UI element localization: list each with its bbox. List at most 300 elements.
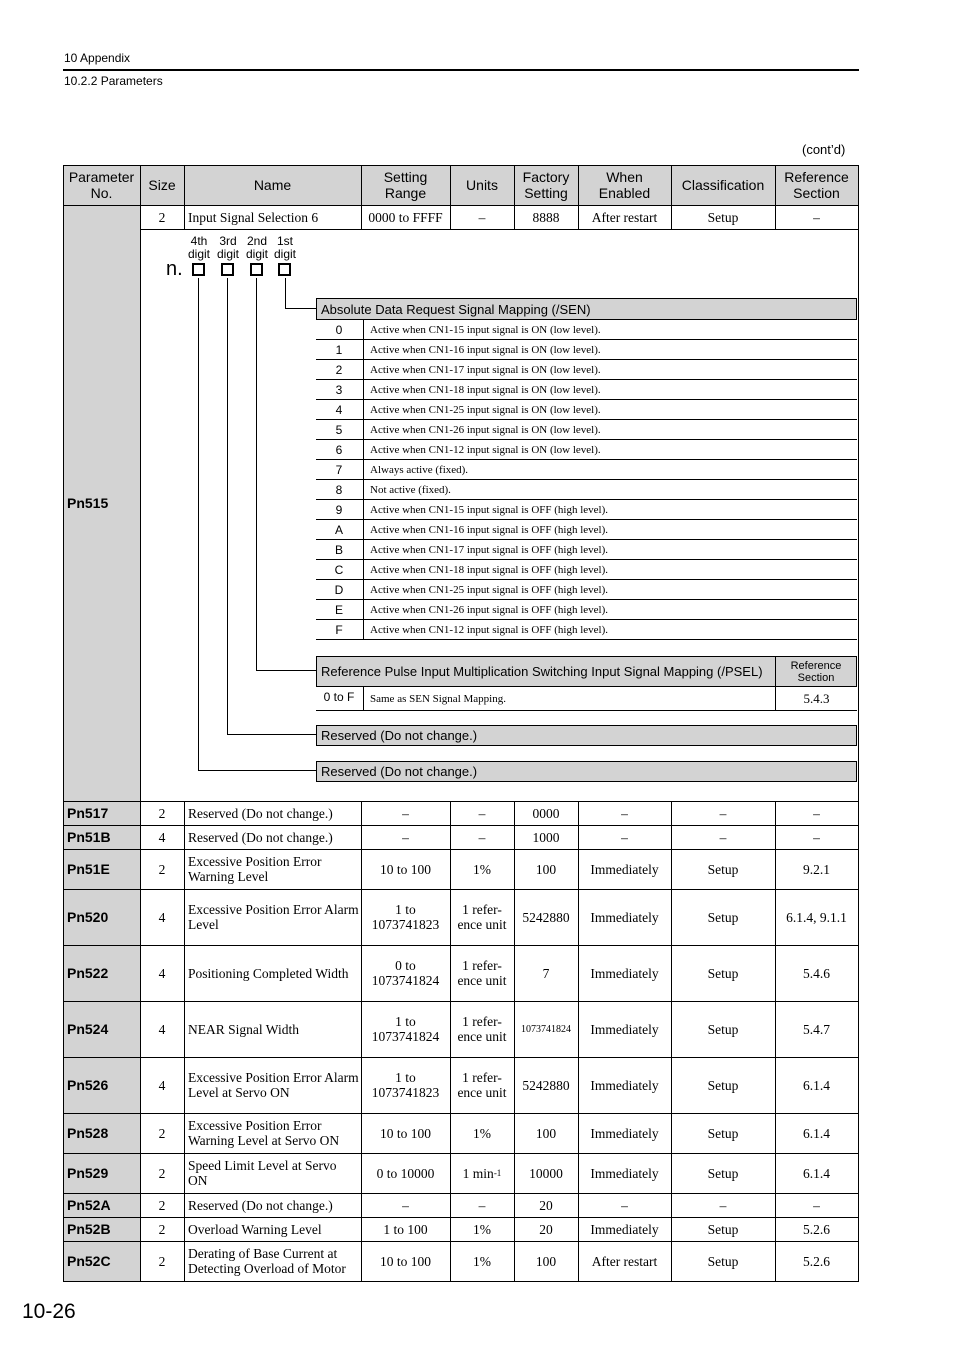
- row-classification: Setup: [707, 861, 739, 877]
- table-rule: [140, 801, 141, 825]
- table-rule: [361, 825, 362, 849]
- table-rule: [450, 1193, 451, 1217]
- table-rule: [775, 1193, 776, 1217]
- sen-option-value: 3: [335, 382, 343, 397]
- table-rule: [450, 825, 451, 849]
- row-units: 1 refer-ence unit: [457, 1014, 507, 1044]
- table-rule: [63, 849, 859, 850]
- table-rule: [514, 1241, 515, 1281]
- row-name: Reserved (Do not change.): [188, 829, 333, 845]
- table-left-border: [63, 165, 64, 1281]
- row-classification: Setup: [707, 1125, 739, 1141]
- psel-description: Same as SEN Signal Mapping.: [363, 687, 775, 711]
- table-rule: [184, 1001, 185, 1057]
- row-size: 2: [158, 1253, 166, 1269]
- table-rule: [578, 849, 579, 889]
- table-rule: [361, 1113, 362, 1153]
- header-when-enabled: When Enabled: [598, 169, 651, 201]
- table-rule: [184, 1217, 185, 1241]
- digit2-connector: [256, 670, 316, 671]
- row-setting-range: 10 to 100: [379, 1253, 431, 1269]
- table-rule: [671, 165, 672, 205]
- row-when-enabled: –: [621, 805, 628, 821]
- sen-option-value: 0: [335, 322, 343, 337]
- table-rule: [450, 889, 451, 945]
- digit-label-2: 2nd digit: [245, 234, 268, 261]
- row-reference-section: 5.2.6: [803, 1221, 830, 1237]
- row-size: 2: [158, 805, 166, 821]
- pn515-classification-value: Setup: [707, 209, 739, 225]
- row-size: 4: [158, 829, 166, 845]
- sen-option-description: Active when CN1-18 input signal is OFF (high level).: [363, 560, 608, 579]
- table-rule: [140, 1241, 141, 1281]
- row-setting-range: 0 to 10000: [376, 1165, 435, 1181]
- row-units: 1%: [473, 1253, 491, 1269]
- row-name: Excessive Position Error Warning Level at Servo ON: [188, 1118, 340, 1148]
- table-rule: [775, 1057, 776, 1113]
- table-rule: [140, 1193, 141, 1217]
- table-rule: [671, 1241, 672, 1281]
- row-when-enabled: Immediately: [590, 1125, 659, 1141]
- sen-option-value: D: [334, 582, 344, 597]
- table-rule: [514, 1001, 515, 1057]
- sen-option-row: [316, 420, 857, 440]
- row-when-enabled: Immediately: [590, 1077, 659, 1093]
- row-setting-range: –: [402, 1197, 409, 1213]
- table-rule: [671, 801, 672, 825]
- row-factory-setting: 5242880: [522, 909, 570, 925]
- row-factory-setting: 7: [542, 965, 550, 981]
- parameter-number: Pn52B: [67, 1221, 111, 1237]
- sen-option-value: 1: [335, 342, 343, 357]
- table-rule: [450, 1241, 451, 1281]
- row-reference-section: 5.4.7: [803, 1021, 830, 1037]
- sen-option-row: [316, 340, 857, 360]
- pn515-factory-setting-value: 8888: [532, 209, 560, 225]
- row-reference-section: 6.1.4: [803, 1165, 830, 1181]
- row-reference-section: –: [813, 805, 820, 821]
- table-bottom-border: [63, 1281, 859, 1282]
- table-rule: [578, 1113, 579, 1153]
- row-reference-section: –: [813, 1197, 820, 1213]
- table-rule: [671, 889, 672, 945]
- row-reference-section: 5.2.6: [803, 1253, 830, 1269]
- sen-option-description: Active when CN1-16 input signal is ON (low level).: [363, 340, 601, 359]
- row-name: Positioning Completed Width: [188, 965, 349, 981]
- row-size: 4: [158, 965, 166, 981]
- psel-value: 0 to F: [323, 690, 355, 704]
- digit-box-2: [250, 263, 263, 276]
- table-rule: [514, 205, 515, 229]
- table-rule: [361, 1057, 362, 1113]
- table-rule: [514, 945, 515, 1001]
- table-rule: [140, 1217, 141, 1241]
- table-rule: [578, 801, 579, 825]
- parameter-number: Pn529: [67, 1165, 109, 1181]
- row-units: 1%: [473, 1125, 491, 1141]
- sen-option-description: Active when CN1-26 input signal is OFF (high level).: [363, 600, 608, 619]
- table-rule: [514, 1217, 515, 1241]
- row-when-enabled: –: [621, 1197, 628, 1213]
- row-setting-range: 10 to 100: [379, 1125, 431, 1141]
- pn515-name-value: Input Signal Selection 6: [188, 209, 319, 225]
- sen-option-value: 2: [335, 362, 343, 377]
- continued-label: (cont’d): [802, 142, 846, 157]
- table-rule: [63, 1113, 859, 1114]
- row-reference-section: –: [813, 829, 820, 845]
- row-classification: –: [719, 805, 727, 821]
- table-rule: [578, 205, 579, 229]
- table-rule: [140, 229, 859, 230]
- table-rule: [361, 1217, 362, 1241]
- table-rule: [140, 1153, 141, 1193]
- table-rule: [184, 825, 185, 849]
- parameter-number: Pn52C: [67, 1253, 111, 1269]
- row-classification: Setup: [707, 1165, 739, 1181]
- digit-box-1: [278, 263, 291, 276]
- sen-option-description: Active when CN1-12 input signal is ON (low level).: [363, 440, 601, 459]
- sen-option-row: [316, 500, 857, 520]
- table-rule: [361, 945, 362, 1001]
- table-rule: [63, 825, 859, 826]
- table-rule: [450, 165, 451, 205]
- row-reference-section: 6.1.4: [803, 1125, 830, 1141]
- sen-option-description: Active when CN1-12 input signal is OFF (high level).: [363, 620, 608, 639]
- table-rule: [775, 945, 776, 1001]
- table-rule: [514, 1057, 515, 1113]
- sen-option-value: 5: [335, 422, 343, 437]
- row-size: 4: [158, 1077, 166, 1093]
- sen-option-value: 6: [335, 442, 343, 457]
- table-rule: [578, 1001, 579, 1057]
- row-units: –: [478, 805, 486, 821]
- parameter-number: Pn517: [67, 805, 109, 821]
- sen-option-description: Active when CN1-26 input signal is ON (low level).: [363, 420, 601, 439]
- table-rule: [775, 825, 776, 849]
- header-classification: Classification: [681, 177, 765, 193]
- row-units: 1%: [473, 1221, 491, 1237]
- sen-option-description: Always active (fixed).: [363, 460, 468, 479]
- table-rule: [63, 1001, 859, 1002]
- parameter-number: Pn528: [67, 1125, 109, 1141]
- row-size: 2: [158, 861, 166, 877]
- table-rule: [775, 165, 776, 205]
- table-rule: [140, 1001, 141, 1057]
- sen-option-row: [316, 520, 857, 540]
- row-classification: –: [719, 1197, 727, 1213]
- row-size: 4: [158, 1021, 166, 1037]
- sen-mapping-title: Absolute Data Request Signal Mapping (/SEN): [316, 298, 857, 320]
- row-classification: Setup: [707, 909, 739, 925]
- table-rule: [578, 1241, 579, 1281]
- sen-option-row: [316, 480, 857, 500]
- table-rule: [671, 1001, 672, 1057]
- table-rule: [450, 1057, 451, 1113]
- table-rule: [514, 825, 515, 849]
- parameter-number: Pn522: [67, 965, 109, 981]
- parameter-number: Pn52A: [67, 1197, 111, 1213]
- sen-option-description: Active when CN1-15 input signal is OFF (high level).: [363, 500, 608, 519]
- digit3-connector: [227, 734, 316, 735]
- row-factory-setting: 10000: [529, 1165, 563, 1181]
- table-rule: [140, 165, 141, 205]
- table-rule: [140, 1113, 141, 1153]
- parameter-number: Pn524: [67, 1021, 109, 1037]
- table-rule: [450, 945, 451, 1001]
- sen-option-row: [316, 580, 857, 600]
- row-when-enabled: Immediately: [590, 909, 659, 925]
- table-rule: [671, 945, 672, 1001]
- table-rule: [63, 1153, 859, 1154]
- table-rule: [184, 889, 185, 945]
- table-rule: [671, 1193, 672, 1217]
- pn515-when-enabled-value: After restart: [591, 209, 658, 225]
- reserved-digit4: Reserved (Do not change.): [316, 761, 857, 782]
- pn515-size-value: 2: [158, 209, 166, 225]
- table-rule: [775, 801, 776, 825]
- row-name: Reserved (Do not change.): [188, 1197, 333, 1213]
- sen-option-value: C: [334, 562, 344, 577]
- row-when-enabled: After restart: [591, 1253, 658, 1269]
- sen-option-description: Active when CN1-25 input signal is OFF (high level).: [363, 580, 608, 599]
- digit-box-4: [192, 263, 205, 276]
- table-rule: [775, 889, 776, 945]
- sen-option-row: [316, 440, 857, 460]
- table-rule: [361, 849, 362, 889]
- sen-option-description: Active when CN1-15 input signal is ON (low level).: [363, 320, 601, 339]
- row-units: 1 refer-ence unit: [457, 1070, 507, 1100]
- table-rule: [671, 1057, 672, 1113]
- table-rule: [450, 1217, 451, 1241]
- row-name: Derating of Base Current at Detecting Overload of Motor: [188, 1246, 346, 1276]
- table-rule: [361, 1241, 362, 1281]
- row-factory-setting: 100: [535, 1253, 557, 1269]
- row-when-enabled: Immediately: [590, 1021, 659, 1037]
- table-rule: [671, 849, 672, 889]
- table-rule: [775, 1241, 776, 1281]
- row-when-enabled: Immediately: [590, 1221, 659, 1237]
- row-when-enabled: Immediately: [590, 965, 659, 981]
- table-rule: [671, 1217, 672, 1241]
- header-bottom-border: [63, 205, 859, 206]
- sen-option-value: A: [334, 522, 343, 537]
- table-rule: [63, 945, 859, 946]
- psel-reference: 5.4.3: [775, 687, 857, 711]
- row-size: 2: [158, 1221, 166, 1237]
- sen-option-row: [316, 380, 857, 400]
- row-units: –: [478, 829, 486, 845]
- sen-option-value: 7: [335, 462, 343, 477]
- table-rule: [184, 1193, 185, 1217]
- digit3-connector: [227, 278, 228, 734]
- section-header: 10.2.2 Parameters: [64, 74, 163, 88]
- table-rule: [450, 849, 451, 889]
- row-when-enabled: –: [621, 829, 628, 845]
- row-factory-setting: 1073741824: [521, 1023, 571, 1035]
- header-size: Size: [148, 177, 176, 193]
- row-name: NEAR Signal Width: [188, 1021, 299, 1037]
- digit1-connector: [285, 308, 316, 309]
- row-name: Excessive Position Error Alarm Level: [188, 902, 359, 932]
- table-rule: [775, 1153, 776, 1193]
- table-rule: [775, 1217, 776, 1241]
- table-rule: [450, 1153, 451, 1193]
- digit4-connector: [198, 278, 199, 770]
- row-units: 1%: [473, 861, 491, 877]
- sen-option-value: 9: [335, 502, 343, 517]
- table-rule: [63, 801, 859, 802]
- row-setting-range: –: [402, 805, 409, 821]
- sen-option-description: Active when CN1-18 input signal is ON (low level).: [363, 380, 601, 399]
- header-param-no: Parameter No.: [68, 169, 135, 201]
- row-setting-range: 10 to 100: [379, 861, 431, 877]
- row-units: 1 min -1: [462, 1165, 502, 1181]
- row-setting-range: 1 to 100: [383, 1221, 428, 1237]
- table-rule: [578, 945, 579, 1001]
- table-rule: [578, 1193, 579, 1217]
- row-classification: Setup: [707, 1021, 739, 1037]
- sen-option-row: [316, 360, 857, 380]
- sen-option-value: E: [334, 602, 343, 617]
- table-rule: [578, 825, 579, 849]
- row-when-enabled: Immediately: [590, 861, 659, 877]
- table-rule: [140, 945, 141, 1001]
- sen-option-row: [316, 540, 857, 560]
- sen-option-description: Active when CN1-16 input signal is OFF (high level).: [363, 520, 608, 539]
- table-rule: [450, 1113, 451, 1153]
- table-rule: [671, 1113, 672, 1153]
- row-setting-range: 1 to 1073741823: [371, 1070, 440, 1100]
- pn515-setting-range-value: 0000 to FFFF: [368, 209, 443, 225]
- row-factory-setting: 100: [535, 861, 557, 877]
- table-rule: [184, 849, 185, 889]
- table-rule: [184, 1153, 185, 1193]
- table-rule: [514, 1193, 515, 1217]
- table-rule: [361, 205, 362, 229]
- row-reference-section: 6.1.4: [803, 1077, 830, 1093]
- table-rule: [184, 165, 185, 205]
- sen-option-row: [316, 600, 857, 620]
- table-rule: [578, 1217, 579, 1241]
- parameter-number: Pn51B: [67, 829, 111, 845]
- sen-option-row: [316, 460, 857, 480]
- table-top-border: [63, 165, 859, 166]
- table-rule: [361, 1001, 362, 1057]
- digit-label-4: 4th digit: [187, 234, 210, 261]
- row-setting-range: 1 to 1073741824: [371, 1014, 440, 1044]
- table-rule: [514, 1113, 515, 1153]
- row-factory-setting: 20: [539, 1197, 553, 1213]
- psel-reference-header: Reference Section: [775, 656, 857, 687]
- parameter-number: Pn520: [67, 909, 109, 925]
- reserved-digit3: Reserved (Do not change.): [316, 725, 857, 746]
- table-rule: [140, 849, 141, 889]
- row-factory-setting: 5242880: [522, 1077, 570, 1093]
- table-rule: [184, 1241, 185, 1281]
- row-name: Excessive Position Error Alarm Level at Servo ON: [188, 1070, 359, 1100]
- row-factory-setting: 20: [539, 1221, 553, 1237]
- sen-option-description: Active when CN1-17 input signal is OFF (high level).: [363, 540, 608, 559]
- table-rule: [140, 205, 141, 801]
- row-reference-section: 5.4.6: [803, 965, 830, 981]
- table-rule: [361, 1153, 362, 1193]
- table-rule: [63, 1193, 859, 1194]
- row-name: Excessive Position Error Warning Level: [188, 854, 322, 884]
- table-rule: [140, 889, 141, 945]
- table-rule: [671, 205, 672, 229]
- table-rule: [514, 889, 515, 945]
- table-rule: [671, 825, 672, 849]
- row-when-enabled: Immediately: [590, 1165, 659, 1181]
- digit1-connector: [285, 278, 286, 308]
- row-classification: Setup: [707, 1221, 739, 1237]
- digit-prefix: n.: [166, 258, 183, 280]
- pn515-units-value: –: [478, 209, 486, 225]
- table-rule: [775, 205, 776, 229]
- header-factory-setting: Factory Setting: [522, 169, 570, 201]
- header-reference-section: Reference Section: [784, 169, 849, 201]
- sen-option-row: [316, 560, 857, 580]
- table-rule: [450, 205, 451, 229]
- sen-option-row: [316, 320, 857, 340]
- table-rule: [578, 1153, 579, 1193]
- row-name: Overload Warning Level: [188, 1221, 322, 1237]
- header-setting-range: Setting Range: [383, 169, 428, 201]
- sen-option-description: Active when CN1-17 input signal is ON (low level).: [363, 360, 601, 379]
- parameter-number: Pn526: [67, 1077, 109, 1093]
- page-number: 10-26: [22, 1300, 76, 1323]
- row-units: 1 refer-ence unit: [457, 902, 507, 932]
- row-classification: Setup: [707, 1077, 739, 1093]
- table-rule: [63, 1217, 859, 1218]
- row-classification: Setup: [707, 965, 739, 981]
- table-rule: [184, 1057, 185, 1113]
- table-rule: [578, 165, 579, 205]
- row-setting-range: 1 to 1073741823: [371, 902, 440, 932]
- row-size: 2: [158, 1165, 166, 1181]
- table-rule: [514, 1153, 515, 1193]
- table-rule: [514, 849, 515, 889]
- sen-option-value: B: [334, 542, 343, 557]
- header-name: Name: [253, 177, 292, 193]
- digit-box-3: [221, 263, 234, 276]
- table-rule: [578, 1057, 579, 1113]
- table-rule: [140, 825, 141, 849]
- table-rule: [671, 1153, 672, 1193]
- row-reference-section: 9.2.1: [803, 861, 830, 877]
- psel-mapping-title: Reference Pulse Input Multiplication Switching Input Signal Mapping (/PSEL): [316, 656, 776, 687]
- table-rule: [184, 205, 185, 229]
- table-right-border: [858, 165, 859, 1281]
- table-rule: [775, 1001, 776, 1057]
- digit-label-3: 3rd digit: [216, 234, 239, 261]
- table-rule: [63, 1241, 859, 1242]
- table-rule: [450, 1001, 451, 1057]
- digit4-connector: [198, 770, 316, 771]
- table-rule: [514, 801, 515, 825]
- row-setting-range: –: [402, 829, 409, 845]
- table-rule: [361, 165, 362, 205]
- sen-option-value: 8: [335, 482, 343, 497]
- row-size: 2: [158, 1125, 166, 1141]
- row-name: Reserved (Do not change.): [188, 805, 333, 821]
- row-size: 2: [158, 1197, 166, 1213]
- table-rule: [514, 165, 515, 205]
- row-setting-range: 0 to 1073741824: [371, 958, 440, 988]
- digit2-connector: [256, 278, 257, 670]
- row-classification: Setup: [707, 1253, 739, 1269]
- table-rule: [63, 889, 859, 890]
